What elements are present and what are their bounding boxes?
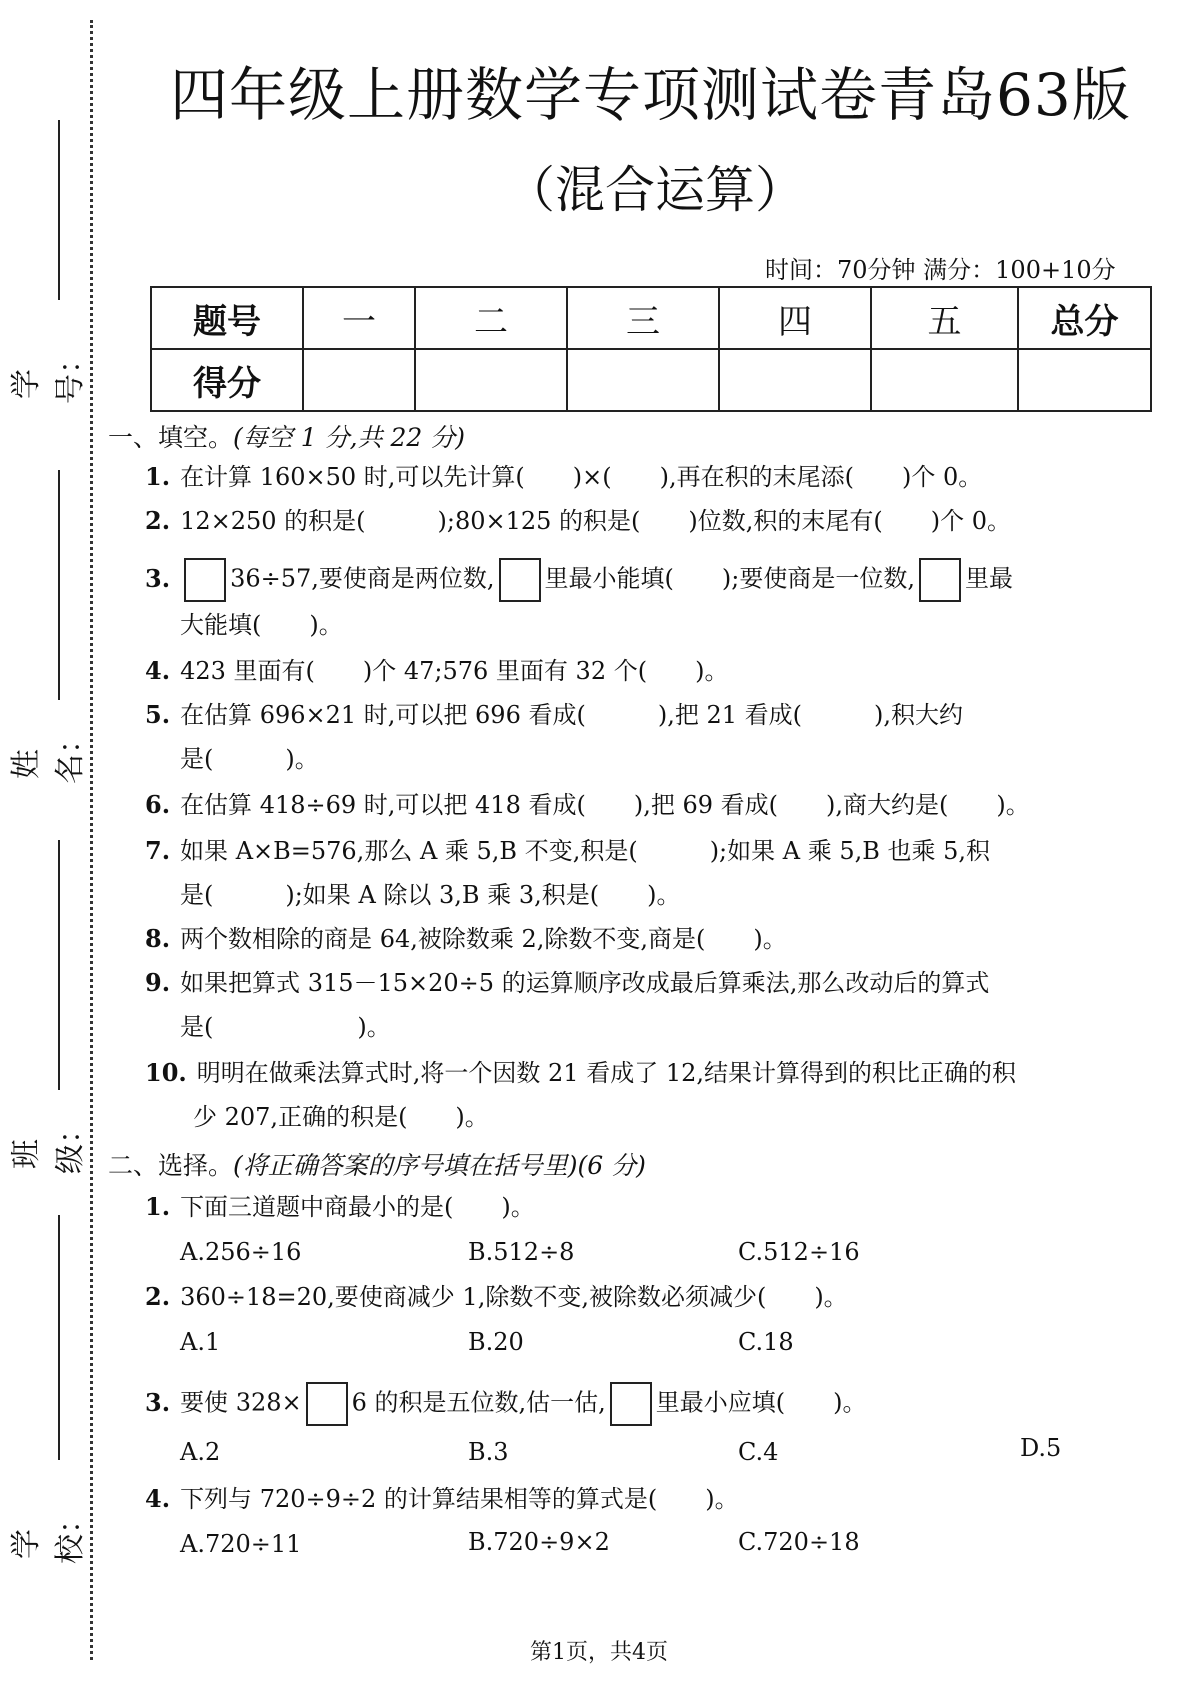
- question-number: 10.: [145, 1058, 187, 1087]
- option: B.3: [468, 1438, 509, 1466]
- option: B.720÷9×2: [468, 1528, 610, 1556]
- question-text: 12×250 的积是( );80×125 的积是( )位数,积的末尾有( )个 0。: [180, 507, 1012, 535]
- exam-meta: 时间：70分钟 满分：100+10分: [765, 256, 1116, 284]
- question-number: 8.: [145, 924, 171, 953]
- question-text: 要使 328×: [180, 1388, 302, 1417]
- option: C.720÷18: [738, 1528, 860, 1556]
- question-continuation: 是( )。: [180, 1013, 391, 1041]
- question-text: 如果把算式 315－15×20÷5 的运算顺序改成最后算乘法,那么改动后的算式: [180, 969, 990, 997]
- option: D.5: [1020, 1434, 1062, 1462]
- question-text: 423 里面有( )个 47;576 里面有 32 个( )。: [180, 657, 729, 685]
- class-line: [58, 840, 60, 1090]
- score-cell[interactable]: [415, 349, 567, 411]
- name-line: [58, 470, 60, 700]
- score-header-row: [151, 287, 1151, 349]
- score-cell[interactable]: [567, 349, 719, 411]
- question: [145, 1484, 739, 1514]
- question: [145, 1282, 848, 1312]
- question-number: 9.: [145, 968, 171, 997]
- question-number: 3.: [145, 563, 171, 593]
- student-id-line: [58, 120, 60, 300]
- score-cell[interactable]: [303, 349, 415, 411]
- question: [145, 656, 728, 686]
- question: [145, 700, 963, 730]
- question: [145, 968, 989, 998]
- option: C.4: [738, 1438, 779, 1466]
- score-header-cell: 一: [303, 287, 415, 349]
- question-continuation: 大能填( )。: [180, 611, 343, 639]
- question-number: 2.: [145, 1282, 171, 1311]
- option: C.18: [738, 1328, 794, 1356]
- option: A.720÷11: [180, 1530, 302, 1558]
- section1-note: (每空 1 分,共 22 分): [233, 423, 465, 452]
- page-title: 四年级上册数学专项测试卷青岛63版: [170, 61, 1131, 129]
- section2-note: (将正确答案的序号填在括号里)(6 分): [233, 1151, 646, 1180]
- blank-box[interactable]: [184, 558, 226, 602]
- score-cell[interactable]: [1018, 349, 1151, 411]
- section1-title: 一、填空。: [108, 423, 234, 452]
- question: [145, 924, 787, 954]
- score-header-cell: 总分: [1018, 287, 1151, 349]
- question: [145, 790, 1030, 820]
- question-number: 2.: [145, 506, 171, 535]
- section2-title: 二、选择。: [108, 1151, 234, 1180]
- question-number: 4.: [145, 1484, 171, 1513]
- name-label: 姓名：: [9, 724, 88, 784]
- score-cell[interactable]: [871, 349, 1018, 411]
- school-label: 学校：: [9, 1504, 88, 1564]
- question-text: 在估算 696×21 时,可以把 696 看成( ),把 21 看成( ),积大约: [180, 701, 963, 729]
- option: B.20: [468, 1328, 524, 1356]
- question-number: 7.: [145, 836, 171, 865]
- question-text: 如果 A×B=576,那么 A 乘 5,B 不变,积是( );如果 A 乘 5,B 也乘 5,积: [180, 837, 991, 865]
- question-continuation: 是( )。: [180, 745, 319, 773]
- class-label: 班级：: [9, 1114, 88, 1174]
- question-number: 6.: [145, 790, 171, 819]
- blank-box[interactable]: [919, 558, 961, 602]
- question-text: 里最小能填( );要使商是一位数,: [544, 564, 915, 593]
- question: [145, 1192, 535, 1222]
- cut-line: [90, 20, 93, 1660]
- question-continuation: 少 207,正确的积是( )。: [193, 1103, 489, 1131]
- question: [145, 1058, 1016, 1088]
- option: C.512÷16: [738, 1238, 860, 1266]
- question-text: 里最: [964, 564, 1013, 593]
- question-number: 3.: [145, 1387, 171, 1417]
- question-text: 下列与 720÷9÷2 的计算结果相等的算式是( )。: [180, 1485, 739, 1513]
- question-number: 1.: [145, 1192, 171, 1221]
- question-text: 360÷18=20,要使商减少 1,除数不变,被除数必须减少( )。: [180, 1283, 848, 1311]
- question-continuation: 是( );如果 A 除以 3,B 乘 3,积是( )。: [180, 881, 681, 909]
- question: [145, 462, 982, 492]
- option: A.256÷16: [180, 1238, 302, 1266]
- page-footer: 第1页，共4页: [530, 1640, 668, 1665]
- question-text: 两个数相除的商是 64,被除数乘 2,除数不变,商是( )。: [180, 925, 787, 953]
- question-text: 在估算 418÷69 时,可以把 418 看成( ),把 69 看成( ),商大约是( )。: [180, 791, 1030, 819]
- question: [145, 836, 990, 866]
- score-header-cell: 三: [567, 287, 719, 349]
- option: A.1: [180, 1328, 221, 1356]
- score-header-cell: 题号: [151, 287, 303, 349]
- school-line: [58, 1215, 60, 1460]
- question: [145, 506, 1011, 536]
- score-cell[interactable]: [719, 349, 871, 411]
- question: [145, 1382, 867, 1426]
- question: [145, 558, 1013, 602]
- question-text: 在计算 160×50 时,可以先计算( )×( ),再在积的末尾添( )个 0。: [180, 463, 983, 491]
- blank-box[interactable]: [610, 1382, 652, 1426]
- score-row: [151, 349, 1151, 411]
- question-text: 明明在做乘法算式时,将一个因数 21 看成了 12,结果计算得到的积比正确的积: [196, 1059, 1016, 1087]
- blank-box[interactable]: [306, 1382, 348, 1426]
- question-number: 4.: [145, 656, 171, 685]
- score-row-label: 得分: [151, 349, 303, 411]
- score-header-cell: 二: [415, 287, 567, 349]
- question-text: 里最小应填( )。: [655, 1388, 867, 1417]
- question-text: 6 的积是五位数,估一估,: [351, 1388, 606, 1417]
- section2-heading: [108, 1146, 646, 1182]
- question-text: 36÷57,要使商是两位数,: [230, 564, 495, 593]
- page-subtitle: （混合运算）: [505, 161, 805, 219]
- score-table: [150, 286, 1152, 412]
- score-header-cell: 四: [719, 287, 871, 349]
- score-header-cell: 五: [871, 287, 1018, 349]
- question-number: 1.: [145, 462, 171, 491]
- option: A.2: [180, 1438, 221, 1466]
- section1-heading: [108, 418, 465, 454]
- student-id-label: 学号：: [9, 344, 88, 404]
- question-text: 下面三道题中商最小的是( )。: [180, 1193, 535, 1221]
- option: B.512÷8: [468, 1238, 575, 1266]
- blank-box[interactable]: [499, 558, 541, 602]
- question-number: 5.: [145, 700, 171, 729]
